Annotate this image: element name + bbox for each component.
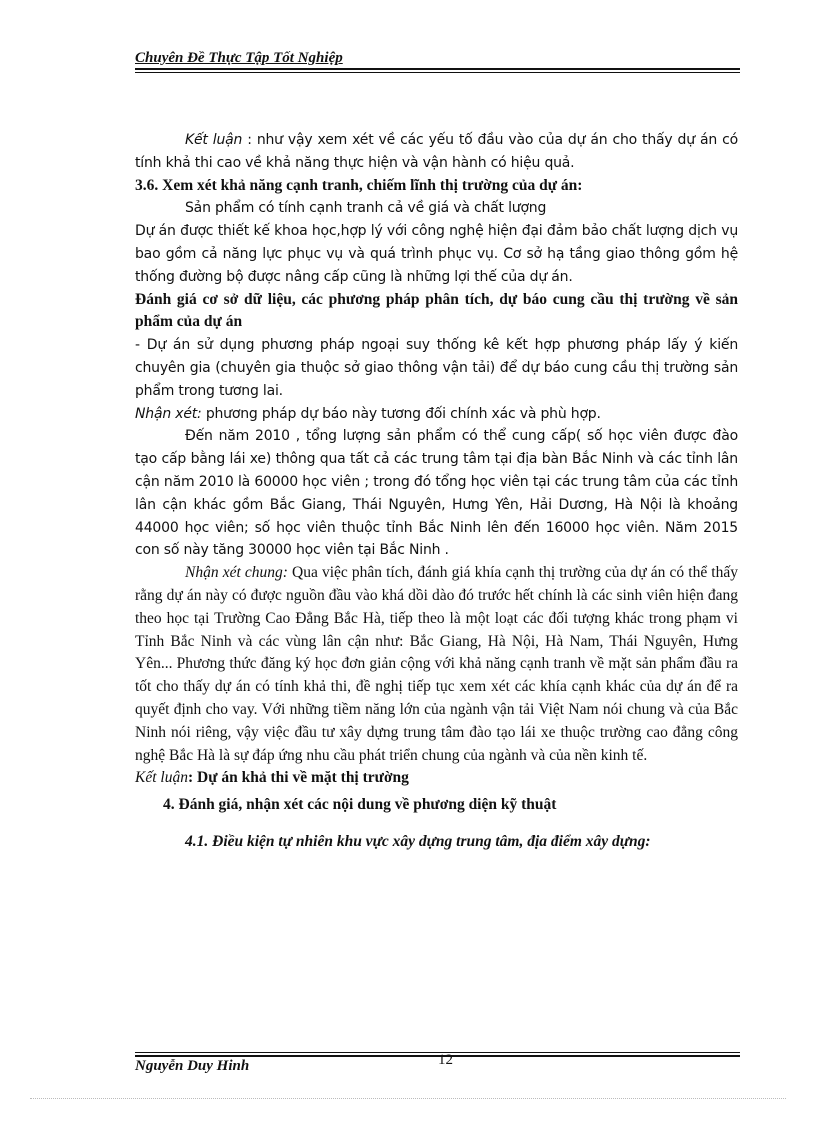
general-remark-text: Qua việc phân tích, đánh giá khía cạnh thị trường của dự án có thể thấy rằng dự án này có được nguồn đầu vào khá dồi dào đó trước hết chính là các sinh viên hiện đang theo học tại Trường Cao Đẳng Bắc Hà, tiếp theo là một loạt các đối tượng khác trong phạm vi Tỉnh Bắc Ninh và các vùng lân cận như: Bắc Giang, Hà Nội, Hà Nam, Thái Nguyên, Hưng Yên... Phương thức đăng ký học đơn giản cộng với khả năng cạnh tranh về mặt sản phẩm đầu ra tốt cho thấy dự án có tính khả thi, đề nghị tiếp tục xem xét các khía cạnh khác của dự án để ra quyết định cho vay. Với những tiềm năng lớn của ngành vận tải Việt Nam nói chung và của Bắc Ninh nói riêng, vậy việc đầu tư xây dựng trung tâm đào tạo lái xe thuộc trường cao đẳng công nghệ Bắc Hà là sự đáp ứng nhu cầu phát triển chung của ngành và của nền kinh tế. (135, 564, 738, 764)
paragraph-conclusion (135, 129, 738, 175)
paragraph-general-remark (135, 562, 738, 767)
header-rule-thin (135, 72, 740, 73)
general-remark-label: Nhận xét chung: (185, 564, 288, 582)
conclusion-text: : như vậy xem xét về các yếu tố đầu vào của dự án cho thấy dự án có tính khả thi cao về khả năng thực hiện và vận hành có hiệu quả. (135, 132, 738, 171)
header-rule (135, 68, 740, 70)
paragraph-competitive: Sản phẩm có tính cạnh tranh cả về giá và chất lượng (185, 200, 547, 217)
market-conclusion-text: : Dự án khả thi về mặt thị trường (187, 769, 409, 787)
paragraph-statistics: Đến năm 2010 , tổng lượng sản phẩm có thể cung cấp( số học viên được đào tạo cấp bằng lái xe) thông qua tất cả các trung tâm tại địa bàn Bắc Ninh và các tỉnh lân cận năm 2010 là 60000 học viên ; trong đó tổng học viên tại các trung tâm của các tỉnh lân cận khác gồm Bắc Giang, Thái Nguyên, Hưng Yên, Hải Dương, Hà Nội là khoảng 44000 học viên; số học viên thuộc tỉnh Bắc Ninh lên đến 16000 học viên. Năm 2015 con số này tăng 30000 học viên tại Bắc Ninh . (135, 428, 738, 559)
remark-text: phương pháp dự báo này tương đối chính xác và phù hợp. (201, 405, 601, 422)
conclusion-label: Kết luận (185, 132, 243, 148)
remark-label: Nhận xét: (135, 405, 202, 422)
paragraph-method: - Dự án sử dụng phương pháp ngoại suy thống kê kết hợp phương pháp lấy ý kiến chuyên gia (chuyên gia thuộc sở giao thông vận tải) để dự báo cung cầu thị trường sản phẩm trong tương lai. (135, 337, 738, 399)
section-heading-4-1: 4.1. Điều kiện tự nhiên khu vực xây dựng trung tâm, địa điểm xây dựng: (185, 832, 651, 850)
market-conclusion-label: Kết luận (135, 769, 188, 787)
paragraph-remark (135, 403, 738, 426)
page-number: 12 (438, 1052, 453, 1068)
section-heading-3-6: 3.6. Xem xét khả năng cạnh tranh, chiếm lĩnh thị trường của dự án: (135, 176, 583, 194)
paragraph-market-conclusion (135, 767, 738, 790)
paragraph-design: Dự án được thiết kế khoa học,hợp lý với công nghệ hiện đại đảm bảo chất lượng dịch vụ bao gồm cả năng lực phục vụ và quá trình phục vụ. Cơ sở hạ tầng giao thông gồm hệ thống đường bộ được nâng cấp cũng là những lợi thế của dự án. (135, 223, 738, 285)
document-body (135, 129, 738, 854)
running-header-title: Chuyên Đề Thực Tập Tốt Nghiệp (135, 50, 343, 66)
heading-evaluation: Đánh giá cơ sở dữ liệu, các phương pháp phân tích, dự báo cung cầu thị trường về sản phẩm của dự án (135, 290, 738, 331)
page-bottom-dotted-line (30, 1098, 786, 1099)
section-heading-4: 4. Đánh giá, nhận xét các nội dung về phương diện kỹ thuật (163, 796, 557, 814)
footer-author: Nguyễn Duy Hinh (135, 1058, 250, 1074)
